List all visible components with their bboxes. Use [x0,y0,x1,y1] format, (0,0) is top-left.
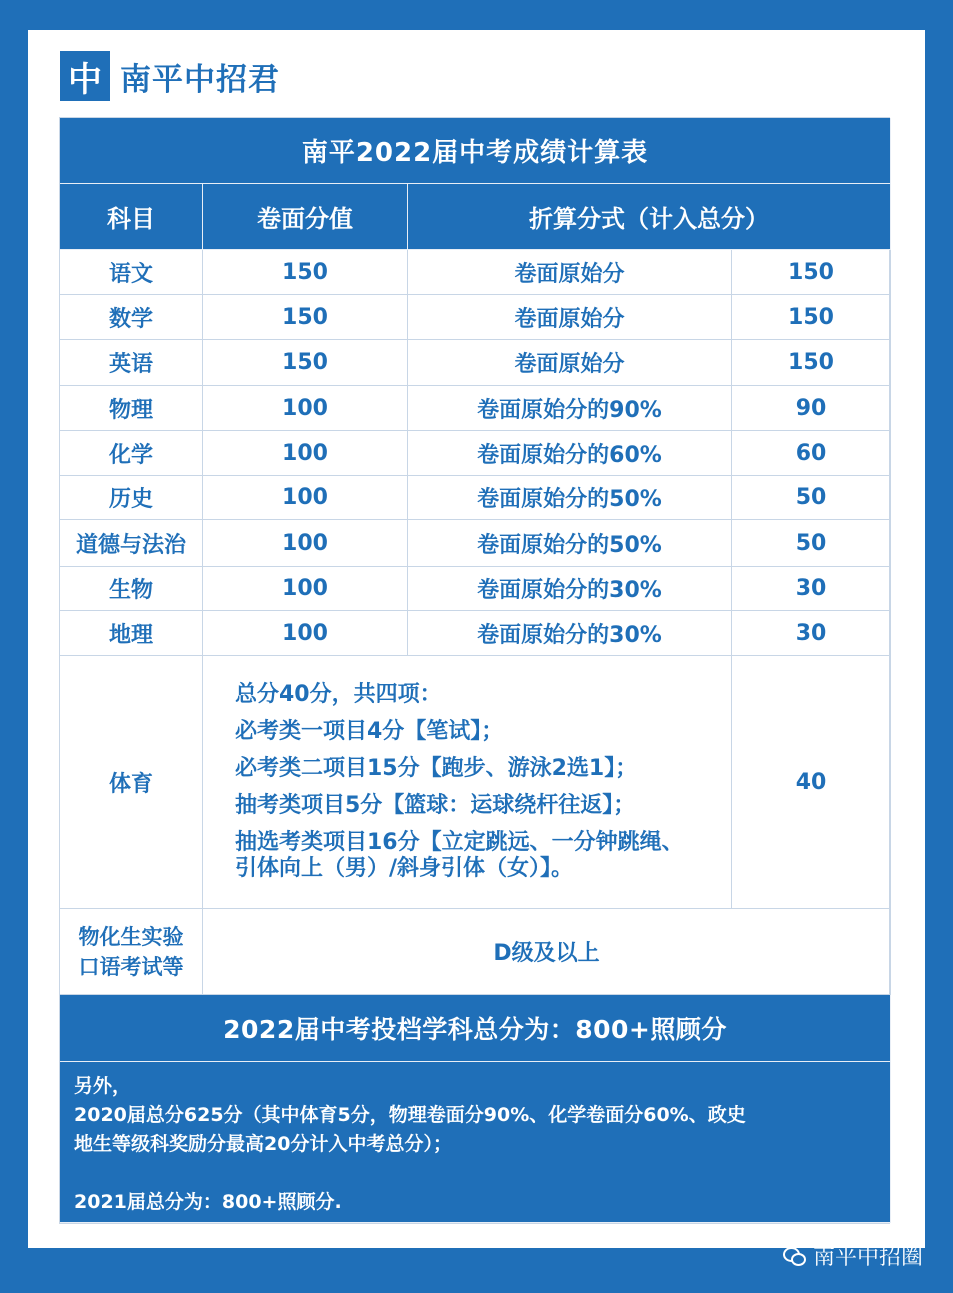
row-formula: 卷面原始分的90% [408,386,732,431]
pe-rule-line: 抽选考类项目16分【立定跳远、一分钟跳绳、 [235,830,684,855]
row-score: 90 [732,386,891,431]
wechat-icon [783,1247,805,1265]
note-line: 2021届总分为：800+照顾分. [74,1191,342,1213]
row-subject: 历史 [60,476,203,520]
header-formula: 折算分式（计入总分） [408,184,891,250]
row-formula: 卷面原始分 [408,295,732,340]
row-formula: 卷面原始分的30% [408,567,732,611]
brand-logo: 中 [60,51,110,101]
row-paper-score: 100 [203,476,408,520]
row-subject: 地理 [60,611,203,656]
pe-rule-line: 引体向上（男）/斜身引体（女）】。 [235,856,574,881]
row-formula: 卷面原始分的30% [408,611,732,656]
table-title: 南平2022届中考成绩计算表 [60,118,891,184]
row-score: 150 [732,250,891,295]
pe-rule-line: 总分40分，共四项： [235,682,442,707]
notes-box [60,1062,891,1223]
row-formula: 卷面原始分的50% [408,476,732,520]
row-subject: 道德与法治 [60,520,203,567]
header-paper-score: 卷面分值 [203,184,408,250]
poster-card [28,30,925,1248]
row-formula: 卷面原始分 [408,250,732,295]
row-subject: 语文 [60,250,203,295]
row-subject: 生物 [60,567,203,611]
pe-rule-line: 必考类二项目15分【跑步、游泳2选1】； [235,756,638,781]
row-paper-score: 100 [203,611,408,656]
header-subject: 科目 [60,184,203,250]
row-subject: 数学 [60,295,203,340]
pe-rule-line: 抽考类项目5分【篮球：运球绕杆往返】； [235,793,636,818]
pe-rule-line: 必考类一项目4分【笔试】； [235,719,504,744]
row-score: 50 [732,476,891,520]
row-paper-score: 150 [203,295,408,340]
row-formula: 卷面原始分的60% [408,431,732,476]
row-paper-score: 100 [203,386,408,431]
note-line: 2020届总分625分（其中体育5分，物理卷面分90%、化学卷面分60%、政史 [74,1104,746,1126]
row-subject: 化学 [60,431,203,476]
row-paper-score: 100 [203,520,408,567]
row-paper-score: 150 [203,250,408,295]
row-paper-score: 100 [203,431,408,476]
row-score: 30 [732,611,891,656]
row-score: 30 [732,567,891,611]
row-score: 50 [732,520,891,567]
pe-subject: 体育 [60,656,203,909]
brand-header [60,50,280,102]
pe-rules [203,656,732,909]
footer-account-name: 南平中招圈 [812,1245,923,1270]
lab-subject [60,909,203,995]
lab-subject-line: 口语考试等 [78,954,184,979]
row-formula: 卷面原始分 [408,340,732,386]
row-paper-score: 100 [203,567,408,611]
row-formula: 卷面原始分的50% [408,520,732,567]
row-score: 150 [732,295,891,340]
lab-requirement: D级及以上 [203,909,891,995]
score-table [59,117,890,1224]
row-subject: 英语 [60,340,203,386]
lab-subject-line: 物化生实验 [78,924,184,949]
footer-account [783,1240,923,1271]
note-line: 地生等级科奖励分最高20分计入中考总分）； [74,1133,452,1155]
row-paper-score: 150 [203,340,408,386]
total-score-banner: 2022届中考投档学科总分为：800+照顾分 [60,995,891,1062]
row-score: 150 [732,340,891,386]
row-score: 60 [732,431,891,476]
brand-name: 南平中招君 [120,61,280,98]
row-subject: 物理 [60,386,203,431]
note-line: 另外， [74,1075,132,1097]
pe-score: 40 [732,656,891,909]
